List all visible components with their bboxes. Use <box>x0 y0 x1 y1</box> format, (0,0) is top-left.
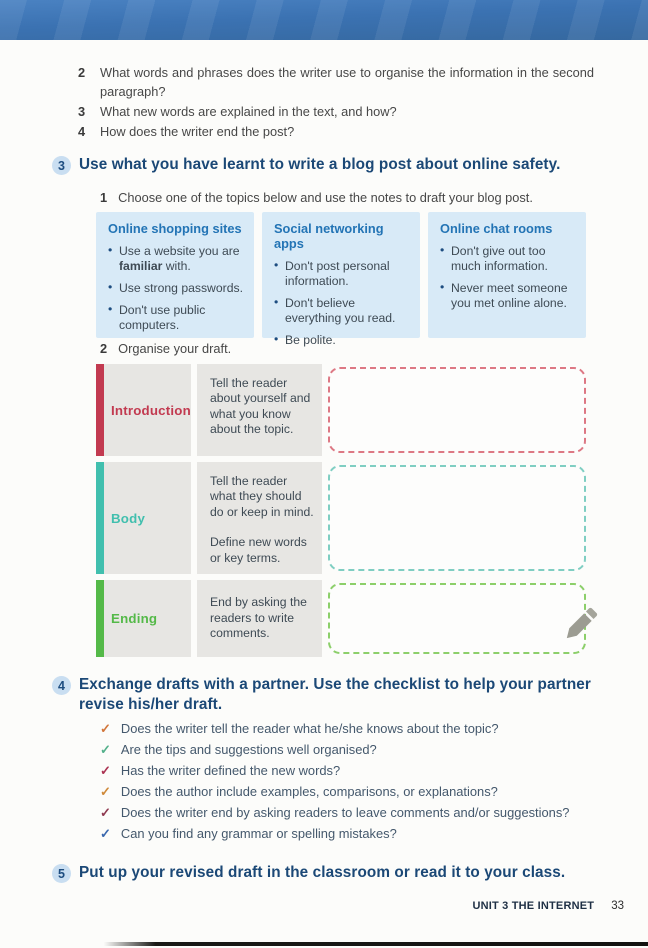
section-title: Use what you have learnt to write a blog post about online safety. <box>79 156 561 173</box>
draft-row-ending <box>96 580 586 657</box>
row-description: Define new words or key terms. <box>210 535 307 565</box>
topic-bullet <box>108 244 246 274</box>
section-title: Exchange drafts with a partner. Use the checklist to help your partner revise his/her draft. <box>79 676 591 713</box>
checklist-item <box>100 721 605 737</box>
check-icon: ✓ <box>100 826 111 841</box>
checklist-text: Are the tips and suggestions well organised? <box>120 742 377 757</box>
bullet-text: with. <box>162 258 191 273</box>
question-text: What words and phrases does the writer use to organise the information in the second paragraph? <box>100 65 594 100</box>
topic-bullet: • Don't post personal information. <box>274 259 412 289</box>
topic-bullet: • Never meet someone you met online alone. <box>440 281 578 311</box>
question-number: 4 <box>78 124 86 139</box>
step-number: 2 <box>100 341 108 356</box>
accent-bar <box>96 364 104 456</box>
check-icon: ✓ <box>100 805 111 820</box>
row-label: Body <box>111 510 146 526</box>
question-number: 3 <box>78 104 86 119</box>
section-number-badge: 5 <box>52 864 71 883</box>
topic-bullet: • Don't give out too much information. <box>440 244 578 274</box>
accent-bar <box>96 580 104 657</box>
page-bottom-edge <box>0 942 648 946</box>
row-description-cell <box>197 364 322 456</box>
row-label: Introduction <box>111 402 191 418</box>
topic-title: Social networking apps <box>274 221 384 251</box>
draft-row-body <box>96 462 586 574</box>
answer-box-body[interactable] <box>328 465 586 571</box>
check-icon: ✓ <box>100 784 111 799</box>
checklist-item <box>100 742 605 758</box>
check-icon: ✓ <box>100 742 111 757</box>
checklist-text: Can you find any grammar or spelling mistakes? <box>120 826 397 841</box>
question-item <box>78 102 594 121</box>
section-heading <box>52 155 600 175</box>
checklist-text: Does the writer end by asking readers to leave comments and/or suggestions? <box>120 805 570 820</box>
sub-step <box>100 190 600 205</box>
section-title: Put up your revised draft in the classroom or read it to your class. <box>79 864 566 881</box>
topic-card-shopping <box>96 212 254 338</box>
sub-step <box>100 341 600 356</box>
section-number-badge: 4 <box>52 676 71 695</box>
topic-bullet: • Don't believe everything you read. <box>274 296 412 326</box>
row-description: End by asking the readers to write comments. <box>210 595 307 641</box>
row-label-cell <box>96 580 191 657</box>
topic-bullet-list <box>108 244 246 332</box>
checklist-item <box>100 763 605 779</box>
section-number-badge: 3 <box>52 156 71 175</box>
row-label-cell <box>96 364 191 456</box>
answer-box-introduction[interactable] <box>328 367 586 453</box>
checklist-item <box>100 826 605 842</box>
question-text: What new words are explained in the text, and how? <box>100 104 397 119</box>
row-description: Tell the reader what they should do or keep in mind. <box>210 474 314 519</box>
checklist-item <box>100 784 605 800</box>
topic-card-chat <box>428 212 586 338</box>
checklist-text: Does the author include examples, comparisons, or explanations? <box>120 784 498 799</box>
topic-bullet: • Use strong passwords. <box>108 281 246 296</box>
bullet-text: Use a website you are <box>119 244 240 258</box>
check-icon: ✓ <box>100 721 111 736</box>
row-description-cell <box>197 462 322 574</box>
question-item <box>78 63 594 101</box>
section-heading <box>52 675 600 715</box>
section-heading <box>52 863 600 883</box>
page-number: 33 <box>611 900 624 912</box>
topic-title: Online shopping sites <box>108 221 242 236</box>
footer <box>472 900 624 912</box>
pencil-icon <box>560 603 602 645</box>
top-banner <box>0 0 648 40</box>
question-text: How does the writer end the post? <box>100 124 295 139</box>
topic-bullet: • Don't use public computers. <box>108 303 246 333</box>
checklist-text: Has the writer defined the new words? <box>120 763 341 778</box>
answer-box-ending[interactable] <box>328 583 586 654</box>
question-item <box>78 122 594 141</box>
row-description-cell <box>197 580 322 657</box>
step-number: 1 <box>100 190 108 205</box>
topic-title: Online chat rooms <box>440 221 553 236</box>
accent-bar <box>96 462 104 574</box>
bold-word: familiar <box>119 258 163 273</box>
row-label: Ending <box>111 611 158 626</box>
check-icon: ✓ <box>100 763 111 778</box>
topic-bullet-list <box>440 244 578 311</box>
draft-row-introduction <box>96 364 586 456</box>
row-label-cell <box>96 462 191 574</box>
row-description: Tell the reader about yourself and what you know about the topic. <box>210 376 311 437</box>
topic-card-social <box>262 212 420 347</box>
step-text: Organise your draft. <box>118 341 232 356</box>
unit-label: UNIT 3 THE INTERNET <box>472 900 595 912</box>
step-text: Choose one of the topics below and use the notes to draft your blog post. <box>118 190 533 205</box>
checklist-text: Does the writer tell the reader what he/she knows about the topic? <box>120 721 499 736</box>
topic-bullet-list <box>274 259 412 347</box>
question-number: 2 <box>78 65 86 80</box>
topic-bullet: • Be polite. <box>274 333 412 348</box>
checklist-item <box>100 805 605 821</box>
